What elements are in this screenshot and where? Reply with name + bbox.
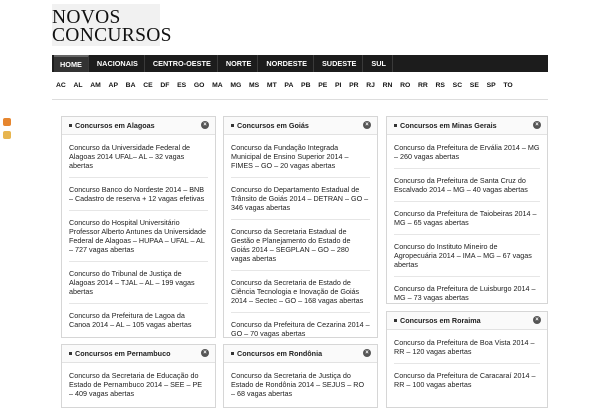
state-link[interactable]: RJ [366, 82, 375, 89]
state-link[interactable]: MG [230, 82, 242, 89]
state-link[interactable]: PR [349, 82, 359, 89]
list-item[interactable]: Concurso da Prefeitura de Luisburgo 2014 – MG – 73 vagas abertas [394, 284, 536, 302]
list-item[interactable]: Concurso da Prefeitura de Boa Vista 2014 – RR – 120 vagas abertas [394, 338, 540, 364]
widget-minas-gerais [386, 116, 548, 304]
state-link[interactable]: AC [56, 82, 66, 89]
state-link[interactable]: SC [452, 82, 463, 89]
state-link[interactable]: PB [301, 82, 311, 89]
widget-roraima [386, 311, 548, 408]
widget-title: Concursos em Pernambuco [75, 349, 171, 358]
list-item[interactable]: Concurso da Prefeitura de Ervália 2014 – MG – 260 vagas abertas [394, 143, 540, 169]
list-item[interactable]: Concurso do Departamento Estadual de Trânsito de Goiás 2014 – DETRAN – GO – 346 vagas abertas [231, 185, 370, 220]
logo-line-2: CONCURSOS [52, 25, 172, 46]
widget-header [62, 117, 215, 135]
list-item[interactable]: Concurso da Prefeitura de Caracaraí 2014 – RR – 100 vagas abertas [394, 371, 536, 389]
nav-norte[interactable]: NORTE [220, 55, 259, 72]
divider [52, 99, 548, 100]
list-item[interactable]: Concurso da Fundação Integrada Municipal de Ensino Superior 2014 – FIMES – GO – 20 vagas abertas [231, 143, 370, 178]
state-link[interactable]: BA [125, 82, 136, 89]
state-link[interactable]: GO [193, 82, 205, 89]
nav-centro-oeste[interactable]: CENTRO-OESTE [147, 55, 218, 72]
widget-alagoas [61, 116, 216, 338]
state-link[interactable]: MS [249, 82, 260, 89]
rss-icon[interactable] [3, 118, 11, 126]
state-link[interactable]: RR [418, 82, 428, 89]
nav-nordeste[interactable]: NORDESTE [260, 55, 314, 72]
state-nav [56, 82, 546, 89]
list-item[interactable]: Concurso do Hospital Universitário Professor Alberto Antunes da Universidade Federal de Alagoas – HUPAA – UFAL – AL – 727 vagas abertas [69, 218, 208, 262]
nav-home[interactable]: HOME [54, 55, 89, 72]
widget-goias [223, 116, 378, 338]
state-link[interactable]: PA [284, 82, 294, 89]
list-item[interactable]: Concurso do Instituto Mineiro de Agropecuária 2014 – IMA – MG – 67 vagas abertas [394, 242, 540, 277]
widget-header [224, 117, 377, 135]
bullet-icon [231, 352, 234, 355]
list-item[interactable]: Concurso da Prefeitura de Taiobeiras 2014 – MG – 65 vagas abertas [394, 209, 540, 235]
widget-header [62, 345, 215, 363]
state-link[interactable]: CE [143, 82, 153, 89]
list-item[interactable]: Concurso Banco do Nordeste 2014 – BNB – Cadastro de reserva + 12 vagas efetivas [69, 185, 208, 211]
bullet-icon [69, 352, 72, 355]
list-item[interactable]: Concurso da Universidade Federal de Alagoas 2014 UFAL– AL – 32 vagas abertas [69, 143, 208, 178]
close-icon[interactable]: × [533, 121, 541, 129]
state-link[interactable]: SP [486, 82, 496, 89]
list-item[interactable]: Concurso da Prefeitura de Santa Cruz do Escalvado 2014 – MG – 40 vagas abertas [394, 176, 540, 202]
nav-nacionais[interactable]: NACIONAIS [91, 55, 145, 72]
widget-title: Concursos em Roraima [400, 316, 481, 325]
state-link[interactable]: DF [160, 82, 170, 89]
widget-header [387, 312, 547, 330]
widget-title: Concursos em Goiás [237, 121, 309, 130]
bookmark-icon[interactable] [3, 131, 11, 139]
list-item[interactable]: Concurso da Secretaria de Justiça do Estado de Rondônia 2014 – SEJUS – RO – 68 vagas abertas [231, 371, 365, 398]
close-icon[interactable]: × [363, 349, 371, 357]
bullet-icon [69, 124, 72, 127]
state-link[interactable]: AL [73, 82, 83, 89]
close-icon[interactable]: × [201, 349, 209, 357]
nav-sul[interactable]: SUL [365, 55, 393, 72]
widget-header [387, 117, 547, 135]
state-link[interactable]: AM [90, 82, 101, 89]
close-icon[interactable]: × [363, 121, 371, 129]
list-item[interactable]: Concurso do Tribunal de Justiça de Alagoas 2014 – TJAL – AL – 199 vagas abertas [69, 269, 208, 304]
state-link[interactable]: PI [334, 82, 342, 89]
close-icon[interactable]: × [201, 121, 209, 129]
nav-sudeste[interactable]: SUDESTE [316, 55, 363, 72]
state-link[interactable]: ES [177, 82, 187, 89]
widget-rondonia [223, 344, 378, 408]
state-link[interactable]: RO [400, 82, 411, 89]
list-item[interactable]: Concurso da Prefeitura de Lagoa da Canoa 2014 – AL – 105 vagas abertas [69, 311, 192, 329]
state-link[interactable]: MA [212, 82, 223, 89]
bullet-icon [394, 319, 397, 322]
state-link[interactable]: RS [435, 82, 445, 89]
state-link[interactable]: PE [318, 82, 328, 89]
bullet-icon [394, 124, 397, 127]
state-link[interactable]: TO [503, 82, 513, 89]
list-item[interactable]: Concurso da Secretaria de Estado de Ciência Tecnologia e Inovação de Goiás 2014 – Sectec – GO – 168 vagas abertas [231, 278, 370, 313]
state-link[interactable]: AP [108, 82, 118, 89]
widget-pernambuco [61, 344, 216, 408]
list-item[interactable]: Concurso da Prefeitura de Cezarina 2014 – GO – 70 vagas abertas [231, 320, 370, 338]
widget-title: Concursos em Alagoas [75, 121, 155, 130]
bullet-icon [231, 124, 234, 127]
list-item[interactable]: Concurso da Secretaria de Educação do Estado de Pernambuco 2014 – SEE – PE – 409 vagas abertas [69, 371, 203, 398]
site-logo[interactable] [52, 4, 172, 46]
widget-title: Concursos em Rondônia [237, 349, 323, 358]
widget-header [224, 345, 377, 363]
main-nav [52, 55, 548, 72]
widget-title: Concursos em Minas Gerais [400, 121, 497, 130]
close-icon[interactable]: × [533, 316, 541, 324]
logo-line-1: NOVOS [52, 7, 121, 28]
state-link[interactable]: RN [382, 82, 393, 89]
state-link[interactable]: SE [469, 82, 479, 89]
state-link[interactable]: MT [266, 82, 277, 89]
list-item[interactable]: Concurso da Secretaria Estadual de Gestão e Planejamento do Estado de Goiás 2014 – SEGPLAN – GO – 280 vagas abertas [231, 227, 370, 271]
